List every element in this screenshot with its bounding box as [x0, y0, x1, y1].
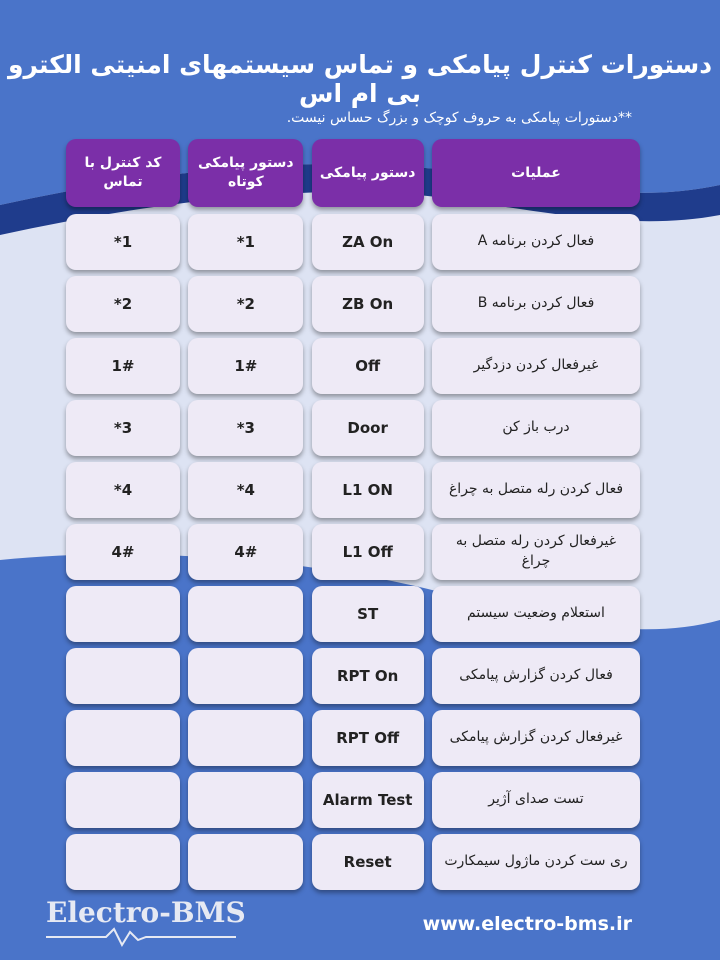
table-row [66, 462, 640, 518]
header-short-sms-command: دستور پیامکی کوتاه [188, 139, 303, 207]
header-operation: عملیات [432, 139, 640, 207]
short-command-cell [188, 834, 303, 890]
short-command-cell: 1# [188, 338, 303, 394]
call-code-cell: 4* [66, 462, 180, 518]
sms-command-cell: ST [312, 586, 424, 642]
call-code-cell: 1# [66, 338, 180, 394]
short-command-cell [188, 772, 303, 828]
sms-command-cell: L1 ON [312, 462, 424, 518]
header-call-code: کد کنترل با تماس [66, 139, 180, 207]
operation-cell: درب باز کن [432, 400, 640, 456]
table-row [66, 214, 640, 270]
short-command-cell: 3* [188, 400, 303, 456]
short-command-cell: 4* [188, 462, 303, 518]
operation-cell: غیرفعال کردن گزارش پیامکی [432, 710, 640, 766]
call-code-cell: 4# [66, 524, 180, 580]
commands-table [66, 139, 640, 896]
sms-command-cell: RPT Off [312, 710, 424, 766]
short-command-cell: 2* [188, 276, 303, 332]
sms-command-cell: Reset [312, 834, 424, 890]
sms-command-cell: ZB On [312, 276, 424, 332]
operation-cell: تست صدای آژیر [432, 772, 640, 828]
page-title: دستورات کنترل پیامکی و تماس سیستمهای امنیتی الکترو بی ام اس [7, 50, 713, 108]
table-row [66, 524, 640, 580]
short-command-cell: 1* [188, 214, 303, 270]
short-command-cell [188, 648, 303, 704]
table-row [66, 400, 640, 456]
call-code-cell [66, 772, 180, 828]
short-command-cell [188, 710, 303, 766]
logo-text: Electro-BMS [46, 896, 246, 929]
sms-command-cell: L1 Off [312, 524, 424, 580]
operation-cell: غیرفعال کردن دزدگیر [432, 338, 640, 394]
call-code-cell [66, 648, 180, 704]
call-code-cell [66, 586, 180, 642]
call-code-cell: 1* [66, 214, 180, 270]
table-row [66, 276, 640, 332]
website-url[interactable]: www.electro-bms.ir [422, 913, 632, 935]
operation-cell: فعال کردن رله متصل به چراغ [432, 462, 640, 518]
electro-bms-logo [46, 896, 246, 929]
heartbeat-line-icon [46, 926, 236, 948]
operation-cell: استعلام وضعیت سیستم [432, 586, 640, 642]
sms-command-cell: Off [312, 338, 424, 394]
short-command-cell [188, 586, 303, 642]
table-row [66, 586, 640, 642]
operation-cell: فعال کردن برنامه A [432, 214, 640, 270]
table-row [66, 710, 640, 766]
call-code-cell: 2* [66, 276, 180, 332]
sms-command-cell: ZA On [312, 214, 424, 270]
case-insensitive-note: **دستورات پیامکی به حروف کوچک و بزرگ حساس نیست. [286, 110, 632, 126]
sms-command-cell: RPT On [312, 648, 424, 704]
operation-cell: فعال کردن برنامه B [432, 276, 640, 332]
call-code-cell [66, 834, 180, 890]
short-command-cell: 4# [188, 524, 303, 580]
table-row [66, 338, 640, 394]
table-header-row [66, 139, 640, 207]
operation-cell: فعال کردن گزارش پیامکی [432, 648, 640, 704]
call-code-cell [66, 710, 180, 766]
call-code-cell: 3* [66, 400, 180, 456]
sms-command-cell: Door [312, 400, 424, 456]
table-row [66, 834, 640, 890]
table-row [66, 648, 640, 704]
table-body [66, 214, 640, 890]
operation-cell: ری ست کردن ماژول سیمکارت [432, 834, 640, 890]
sms-command-cell: Alarm Test [312, 772, 424, 828]
table-row [66, 772, 640, 828]
operation-cell: غیرفعال کردن رله متصل به چراغ [432, 524, 640, 580]
header-sms-command: دستور پیامکی [312, 139, 424, 207]
